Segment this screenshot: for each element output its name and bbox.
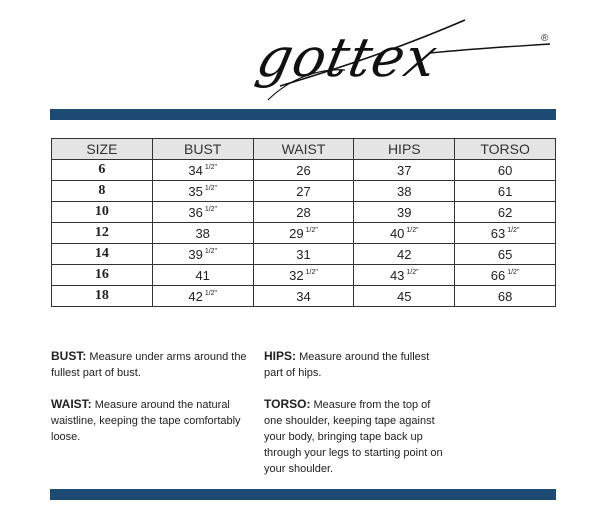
bust-cell <box>152 202 253 223</box>
hips-cell <box>354 244 455 265</box>
torso-value: 63 <box>490 225 506 241</box>
waist-cell <box>253 265 354 286</box>
table-row <box>52 202 556 223</box>
torso-text: Measure from the top of one shoulder, keeping tape against your body, bringing tape back up through your legs to starting point on your shoulder. <box>264 399 443 475</box>
torso-cell <box>455 202 556 223</box>
table-row <box>52 223 556 244</box>
bust-value: 41 <box>195 267 210 283</box>
torso-value: 68 <box>497 288 513 304</box>
half-inch-fraction: 1/2" <box>406 226 419 234</box>
torso-cell <box>455 223 556 244</box>
half-inch-fraction: 1/2" <box>204 205 218 213</box>
hips-value: 40 <box>389 225 405 241</box>
size-cell: 8 <box>52 181 153 202</box>
half-inch-fraction: 1/2" <box>507 226 520 234</box>
waist-cell <box>253 202 354 223</box>
bust-value: 42 <box>188 288 203 304</box>
waist-definition <box>51 396 256 445</box>
waist-cell <box>253 223 354 244</box>
size-chart-table <box>51 138 556 307</box>
half-inch-fraction: 1/2" <box>204 289 218 297</box>
waist-value: 29 <box>289 225 304 241</box>
header-size: SIZE <box>52 139 153 160</box>
header-torso: TORSO <box>455 139 556 160</box>
hips-cell <box>354 223 455 244</box>
header-hips: HIPS <box>354 139 455 160</box>
bottom-divider-bar <box>50 489 556 500</box>
registered-mark: ® <box>541 33 549 44</box>
bust-cell <box>152 244 253 265</box>
size-cell: 12 <box>52 223 153 244</box>
bust-cell <box>152 181 253 202</box>
bust-definition <box>51 348 251 381</box>
bust-term: BUST: <box>51 349 87 363</box>
bust-value: 34 <box>188 162 203 178</box>
hips-cell <box>354 181 455 202</box>
waist-value: 31 <box>296 246 311 262</box>
header-waist: WAIST <box>253 139 354 160</box>
hips-term: HIPS: <box>264 349 297 363</box>
hips-value: 39 <box>397 204 412 220</box>
half-inch-fraction: 1/2" <box>305 226 318 234</box>
half-inch-fraction: 1/2" <box>305 268 318 276</box>
waist-cell <box>253 286 354 307</box>
hips-value: 45 <box>397 288 412 304</box>
size-cell: 14 <box>52 244 153 265</box>
torso-cell <box>455 181 556 202</box>
torso-cell <box>455 286 556 307</box>
hips-value: 43 <box>389 267 405 283</box>
bust-value: 39 <box>188 246 203 262</box>
waist-value: 26 <box>296 162 311 178</box>
torso-value: 62 <box>497 204 513 220</box>
hips-cell <box>354 265 455 286</box>
bust-value: 35 <box>188 183 203 199</box>
waist-value: 28 <box>296 204 311 220</box>
top-divider-bar <box>50 109 556 120</box>
bust-text: Measure under arms around the fullest part of bust. <box>51 351 247 379</box>
table-header-row <box>52 139 556 160</box>
torso-cell <box>455 244 556 265</box>
bust-cell <box>152 223 253 244</box>
waist-value: 32 <box>289 267 304 283</box>
bust-cell <box>152 160 253 181</box>
hips-value: 37 <box>397 162 412 178</box>
hips-definition <box>264 348 444 381</box>
table-row <box>52 244 556 265</box>
size-cell: 10 <box>52 202 153 223</box>
torso-definition <box>264 396 449 477</box>
waist-text: Measure around the natural waistline, keeping the tape comfortably loose. <box>51 399 241 443</box>
torso-value: 60 <box>497 162 513 178</box>
half-inch-fraction: 1/2" <box>507 268 520 276</box>
bust-value: 38 <box>195 225 210 241</box>
half-inch-fraction: 1/2" <box>204 163 218 171</box>
half-inch-fraction: 1/2" <box>406 268 419 276</box>
waist-cell <box>253 181 354 202</box>
hips-cell <box>354 160 455 181</box>
hips-value: 42 <box>397 246 412 262</box>
torso-cell <box>455 160 556 181</box>
torso-term: TORSO: <box>264 397 311 411</box>
torso-value: 61 <box>497 183 513 199</box>
torso-cell <box>455 265 556 286</box>
waist-value: 27 <box>296 183 311 199</box>
size-cell: 16 <box>52 265 153 286</box>
table-row <box>52 265 556 286</box>
half-inch-fraction: 1/2" <box>204 247 218 255</box>
waist-cell <box>253 160 354 181</box>
bust-cell <box>152 265 253 286</box>
size-cell: 18 <box>52 286 153 307</box>
bust-value: 36 <box>188 204 203 220</box>
half-inch-fraction: 1/2" <box>204 184 218 192</box>
table-row <box>52 181 556 202</box>
size-cell: 6 <box>52 160 153 181</box>
hips-text: Measure around the fullest part of hips. <box>264 351 430 379</box>
hips-cell <box>354 202 455 223</box>
table-row <box>52 160 556 181</box>
header-bust: BUST <box>152 139 253 160</box>
size-chart-body <box>52 160 556 307</box>
table-row <box>52 286 556 307</box>
torso-value: 66 <box>490 267 506 283</box>
waist-value: 34 <box>296 288 311 304</box>
hips-cell <box>354 286 455 307</box>
hips-value: 38 <box>397 183 412 199</box>
torso-value: 65 <box>497 246 513 262</box>
brand-logo: gottex <box>251 26 444 89</box>
bust-cell <box>152 286 253 307</box>
waist-cell <box>253 244 354 265</box>
waist-term: WAIST: <box>51 397 92 411</box>
